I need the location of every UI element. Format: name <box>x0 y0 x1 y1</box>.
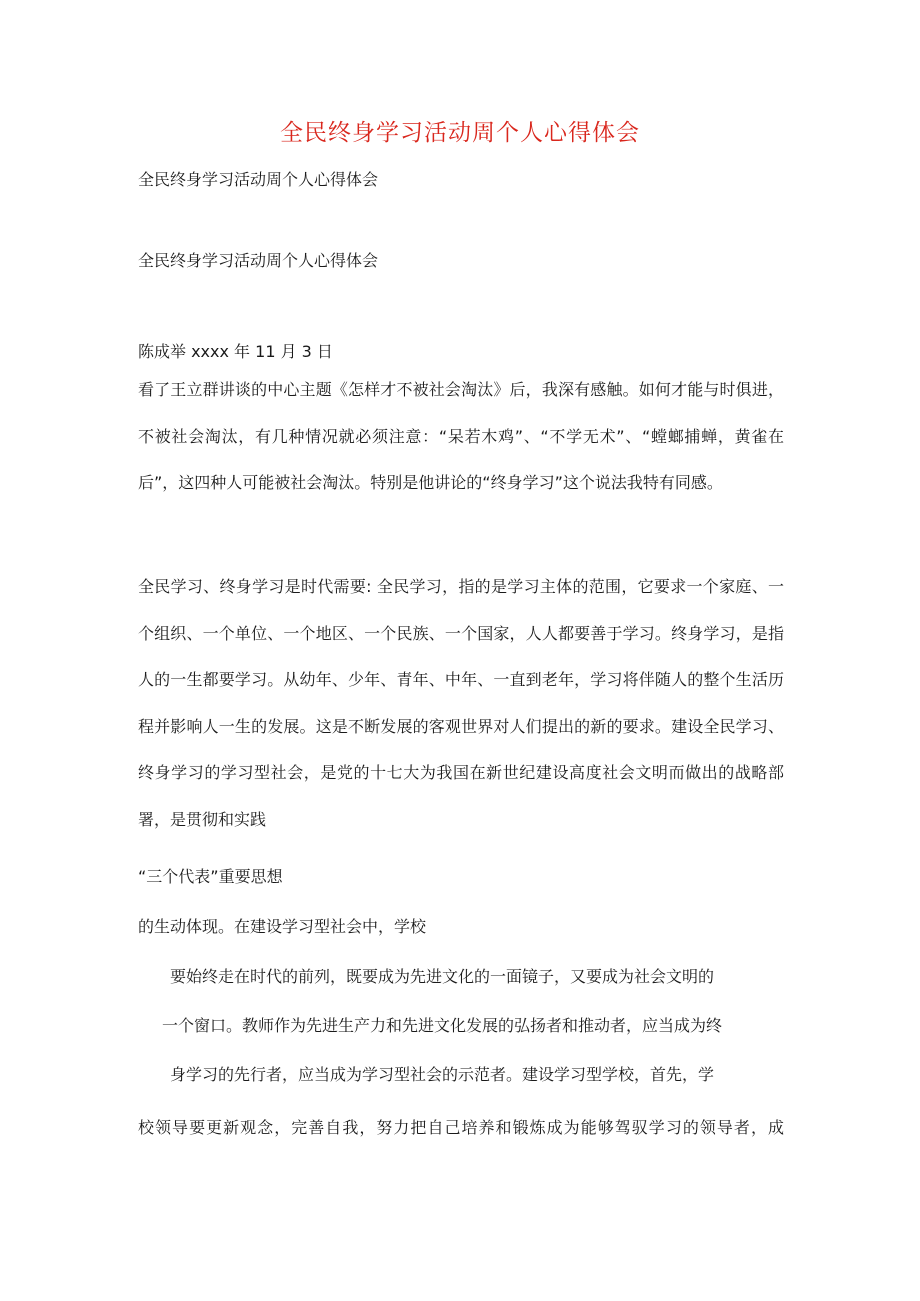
byline: 陈成举 xxxx 年 11 月 3 日 <box>138 342 333 361</box>
line-indent-2: 一个窗口。教师作为先进生产力和先进文化发展的弘扬者和推动者，应当成为终 <box>162 1016 723 1035</box>
line-vivid-embodiment: 的生动体现。在建设学习型社会中，学校 <box>138 917 427 936</box>
line-indent-1: 要始终走在时代的前列，既要成为先进文化的一面镜子，又要成为社会文明的 <box>170 967 715 986</box>
line-indent-3: 身学习的先行者，应当成为学习型社会的示范者。建设学习型学校，首先，学 <box>170 1065 715 1084</box>
paragraph-1: 看了王立群讲谈的中心主题《怎样才不被社会淘汰》后，我深有感触。如何才能与时俱进，不被社会淘汰，有几种情况就必须注意：“呆若木鸡”、“不学无术”、“螳螂捕蝉，黄雀在后”，这四种人可能被社会淘汰。特别是他讲论的“终身学习”这个说法我特有同感。 <box>138 380 784 492</box>
line-last: 校领导要更新观念，完善自我，努力把自己培养和锻炼成为能够驾驭学习的领导者，成 <box>138 1118 784 1137</box>
line-three-represents: “三个代表”重要思想 <box>138 867 283 886</box>
paragraph-2: 全民学习、终身学习是时代需要: 全民学习，指的是学习主体的范围，它要求一个家庭、一个组织、一个单位、一个地区、一个民族、一个国家，人人都要善于学习。终身学习，是指人的一生都要学习。从幼年、少年、青年、中年、一直到老年，学习将伴随人的整个生活历程并影响人一生的发展。这是不断发展的客观世界对人们提出的新的要求。建设全民学习、终身学习的学习型社会，是党的十七大为我国在新世纪建设高度社会文明而做出的战略部署，是贯彻和实践 <box>138 577 784 829</box>
subtitle-line-2: 全民终身学习活动周个人心得体会 <box>138 251 379 270</box>
subtitle-line-1: 全民终身学习活动周个人心得体会 <box>138 170 379 189</box>
document-title: 全民终身学习活动周个人心得体会 <box>280 120 640 146</box>
